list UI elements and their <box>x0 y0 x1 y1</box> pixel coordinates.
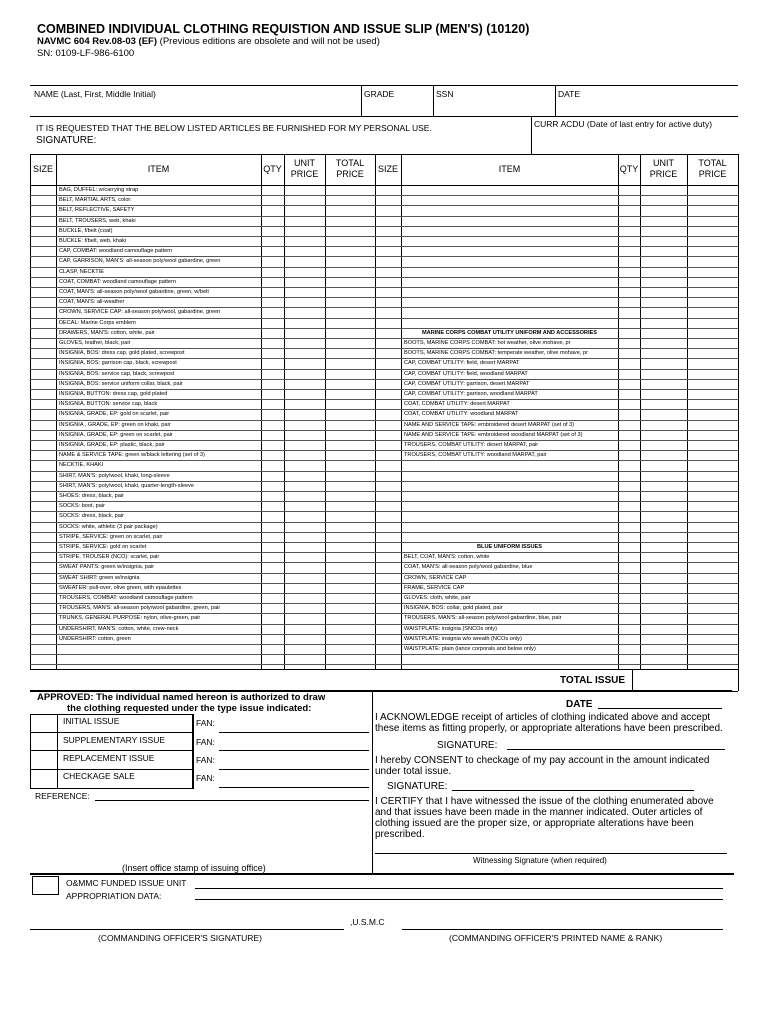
list-item: TROUSERS, COMBAT UTILITY: woodland MARPAT, pair <box>404 452 547 459</box>
list-item <box>404 195 616 205</box>
list-item <box>404 216 616 226</box>
usmc-label: ,U.S.M.C <box>350 917 385 927</box>
row-divider <box>30 644 738 645</box>
col-item-right: ITEM <box>498 164 521 174</box>
form-title: COMBINED INDIVIDUAL CLOTHING REQUISTION AND ISSUE SLIP (MEN'S) (10120) <box>37 22 530 36</box>
issue-type-label: SUPPLEMENTARY ISSUE <box>63 735 166 745</box>
col-total-price-left: TOTAL PRICE <box>335 158 365 179</box>
list-item: BAG, DUFFEL: w/carrying strap <box>59 187 139 193</box>
list-item <box>404 226 616 236</box>
list-item: CAP, COMBAT UTILITY: field, desert MARPAT <box>404 360 520 367</box>
ack-signature-2[interactable]: SIGNATURE: <box>387 781 448 792</box>
list-item <box>404 246 616 256</box>
col-size-right: SIZE <box>377 164 398 174</box>
list-item <box>404 297 616 307</box>
fan-field[interactable]: FAN: <box>196 755 215 765</box>
section-heading: MARINE CORPS COMBAT UTILITY UNIFORM AND ACCESSORIES <box>422 329 597 336</box>
co-signature-label: (COMMANDING OFFICER'S SIGNATURE) <box>98 933 262 943</box>
list-item: SHIRT, MAN'S: poly/wool, khaki, long-sleeve <box>59 472 170 479</box>
list-item: INSIGNIA, GRADE, EP: gold on scarlet, pair <box>59 411 170 418</box>
list-item: SHIRT, MAN'S: poly/wool, khaki, quarter-length-sleeve <box>59 482 194 489</box>
list-item: COAT, MAN'S: all-weather <box>59 299 125 306</box>
fan-field[interactable]: FAN: <box>196 773 215 783</box>
approved-line1: APPROVED: The individual named hereon is authorized to draw <box>37 692 326 703</box>
list-item: WAISTPLATE: insignia w/o wreath (NCOs only) <box>404 635 522 642</box>
list-item: BELT, TROUSERS, web, khaki <box>59 217 136 224</box>
list-item <box>404 501 616 511</box>
col-size-left: SIZE <box>32 164 53 174</box>
issue-type-label: INITIAL ISSUE <box>63 716 120 726</box>
row-divider <box>30 654 738 655</box>
signature-field[interactable]: SIGNATURE: <box>36 135 97 146</box>
request-text: IT IS REQUESTED THAT THE BELOW LISTED ARTICLES BE FURNISHED FOR MY PERSONAL USE. <box>36 123 432 133</box>
list-item: TROUSERS, MAN'S: all-season poly/wool gabardine, blue, pair <box>404 615 562 622</box>
list-item <box>404 236 616 246</box>
list-item: FRAME, SERVICE CAP <box>404 584 465 591</box>
list-item: TROUSERS, MAN'S: all-season poly/wool gabardine, green, pair <box>59 605 221 612</box>
list-item: WAISTPLATE: insignia (SNCOs only) <box>404 625 497 632</box>
list-item <box>404 277 616 287</box>
form-number: NAVMC 604 Rev.08-03 (EF) <box>37 36 158 47</box>
date-field[interactable]: DATE <box>558 89 581 99</box>
list-item <box>404 205 616 215</box>
col-qty-right: QTY <box>619 164 639 174</box>
list-item <box>404 532 616 542</box>
grade-field[interactable]: GRADE <box>364 89 395 99</box>
col-unit-price-right: UNIT PRICE <box>649 158 678 179</box>
funded-issue-label: O&MMC FUNDED ISSUE UNIT <box>66 878 187 888</box>
list-item: COAT, MAN'S: all-season poly/wool gabardine, blue <box>404 564 533 571</box>
col-unit-price-left: UNIT PRICE <box>290 158 319 179</box>
list-item: CAP, GARRISON, MAN'S: all-season poly/wool gabardine, green <box>59 258 221 265</box>
list-item <box>404 287 616 297</box>
list-item: INSIGNIA, BOS: dress cap, gold plated, screwpost <box>59 350 185 357</box>
issue-type-label: REPLACEMENT ISSUE <box>63 753 155 763</box>
acknowledge-text: I ACKNOWLEDGE receipt of articles of clothing indicated above and accept these items as fitting properly, or appropriate alterations have been prescribed. <box>375 712 723 734</box>
list-item: UNDERSHIRT, MAN'S: cotton, white, crew-neck <box>59 625 179 632</box>
list-item: SWEAT SHIRT: green w/insignia <box>59 574 140 581</box>
list-item: CAP, COMBAT UTILITY: garrison, woodland MARPAT <box>404 391 538 397</box>
list-item: TRUNKS, GENERAL PURPOSE: nylon, olive-green, pair <box>59 615 201 622</box>
list-item: SOCKS: dress, black, pair <box>59 513 124 520</box>
list-item: TROUSERS, COMBAT UTILITY: desert MARPAT, pair <box>404 442 539 448</box>
office-stamp-note: (Insert office stamp of issuing office) <box>122 863 266 873</box>
col-item-left: ITEM <box>147 164 170 174</box>
certify-text: I CERTIFY that I have witnessed the issue of the clothing enumerated above and that issues have been made in the manner indicated. Outer articles of clothing issued are the proper size, or appropriate alterations have been prescribed. <box>375 796 714 840</box>
name-field[interactable]: NAME (Last, First, Middle Initial) <box>34 89 156 99</box>
list-item: BELT, REFLECTIVE, SAFETY <box>59 207 135 214</box>
curr-acdu-field[interactable]: CURR ACDU (Date of last entry for active duty) <box>534 119 713 129</box>
list-item: WAISTPLATE: plain (lance corporals and below only) <box>404 646 536 652</box>
list-item: BUCKLE: f/belt, web, khaki <box>59 238 127 244</box>
stock-number: SN: 0109-LF-986-6100 <box>37 48 135 59</box>
list-item <box>404 185 616 195</box>
col-qty-left: QTY <box>263 164 282 174</box>
row-divider <box>30 664 738 665</box>
list-item: DECAL: Marine Corps emblem <box>59 319 136 326</box>
list-item: NECKTIE, KHAKI <box>59 462 104 469</box>
list-item: SWEAT PANTS: green w/insignia, pair <box>59 564 155 571</box>
section-heading: BLUE UNIFORM ISSUES <box>477 544 542 550</box>
list-item: SWEATER: pull-over, olive green, with epaulettes <box>59 584 182 591</box>
list-item: INSIGNIA, BOS: service uniform collar, black, pair <box>59 380 183 387</box>
list-item: BOOTS, MARINE CORPS COMBAT: temperate weather, olive mohave, pr <box>404 350 588 357</box>
list-item: INSIGNIA , GRADE, EP: green on khaki, pair <box>59 421 171 428</box>
list-item <box>404 460 616 470</box>
list-item <box>404 654 616 664</box>
list-item: BOOTS, MARINE CORPS COMBAT: hot weather, olive mohave, pr <box>404 340 571 346</box>
list-item: CROWN, SERVICE CAP <box>404 574 467 581</box>
approved-line2: the clothing requested under the type issue indicated: <box>67 703 312 714</box>
list-item <box>404 256 616 266</box>
fan-field[interactable]: FAN: <box>196 718 215 728</box>
list-item: COAT, COMBAT: woodland camouflage pattern <box>59 278 177 285</box>
list-item: NAME AND SERVICE TAPE: embroidered woodland MARPAT (set of 3) <box>404 431 583 438</box>
reference-field[interactable]: REFERENCE: <box>35 791 90 801</box>
list-item: BELT, COAT, MAN'S: cotton, white <box>404 554 490 561</box>
list-item: INSIGNIA, GRADE, EP: plastic, black, pair <box>59 442 165 448</box>
list-item: INSIGNIA, BOS: collar, gold plated, pair <box>404 605 503 612</box>
list-item: GLOVES: cloth, white, pair <box>404 595 471 601</box>
total-issue-label: TOTAL ISSUE <box>560 675 626 686</box>
ack-signature-1[interactable]: SIGNATURE: <box>437 740 498 751</box>
list-item: GLOVES, leather, black, pair <box>59 340 131 346</box>
edition-note: (Previous editions are obsolete and will not be used) <box>159 36 380 47</box>
list-item: INSIGNIA, BUTTON: dress cap, gold plated <box>59 391 168 397</box>
issue-type-label: CHECKAGE SALE <box>63 771 135 781</box>
list-item: SOCKS: white, athletic (3 pair package) <box>59 523 158 530</box>
list-item: TROUSERS, COMBAT: woodland camouflage pattern <box>59 595 193 601</box>
list-item: STRIPE, SERVICE: green on scarlet, pair <box>59 533 163 540</box>
list-item: COAT, COMBAT UTILITY: woodland MARPAT <box>404 411 519 418</box>
list-item: CAP, COMBAT: woodland camouflage pattern <box>59 248 173 255</box>
list-item: BUCKLE, f/belt (coat) <box>59 227 113 234</box>
list-item: CLASP, NECKTIE <box>59 268 104 275</box>
col-total-price-right: TOTAL PRICE <box>698 158 727 179</box>
list-item: COAT, MAN'S: all-season poly/wool gabardine, green, w/belt <box>59 289 209 295</box>
ack-date-label: DATE <box>566 699 593 710</box>
list-item <box>404 522 616 532</box>
list-item: UNDERSHIRT: cotton, green <box>59 635 131 642</box>
list-item <box>404 318 616 328</box>
list-item: INSIGNIA, GRADE, EP: green on scarlet, pair <box>59 431 173 438</box>
list-item: DRAWERS, MAN'S: cotton, white, pair <box>59 329 155 336</box>
list-item: STRIPE, TROUSER (NCO): scarlet, pair <box>59 554 160 561</box>
list-item: CAP, COMBAT UTILITY: field, woodland MARPAT <box>404 370 528 377</box>
consent-text: I hereby CONSENT to checkage of my pay account in the amount indicated under total issue. <box>375 755 710 777</box>
witness-signature-label: Witnessing Signature (when required) <box>473 856 607 865</box>
list-item <box>404 267 616 277</box>
list-item <box>404 471 616 481</box>
co-printed-name-label: (COMMANDING OFFICER'S PRINTED NAME & RANK) <box>449 933 663 943</box>
ssn-field[interactable]: SSN <box>436 89 454 99</box>
list-item <box>404 511 616 521</box>
list-item <box>404 491 616 501</box>
list-item: INSIGNIA, BOS: service cap, black, screwpost <box>59 370 175 377</box>
appropriation-data-label: APPROPRIATION DATA: <box>66 891 162 901</box>
funded-issue-checkbox[interactable] <box>32 876 59 895</box>
list-item: CROWN, SERVICE CAP: all-season poly/wool, gabardine, green <box>59 309 221 316</box>
fan-field[interactable]: FAN: <box>196 737 215 747</box>
list-item: SOCKS: boot, pair <box>59 503 106 510</box>
list-item: NAME AND SERVICE TAPE: embroidered desert MARPAT (set of 3) <box>404 421 575 428</box>
list-item <box>404 307 616 317</box>
list-item: INSIGNIA, BOS: garrison cap, black, screwpost <box>59 360 177 367</box>
list-item: INSIGNIA, BUTTON: service cap, black <box>59 401 158 408</box>
list-item <box>404 481 616 491</box>
list-item: CAP, COMBAT UTILITY: garrison, desert MARPAT <box>404 380 530 387</box>
list-item: STRIPE, SERVICE: gold on scarlet <box>59 544 147 550</box>
list-item: BELT, MARTIAL ARTS, color: <box>59 197 132 204</box>
list-item: SHOES: dress, black, pair <box>59 493 124 499</box>
list-item: COAT, COMBAT UTILITY: desert MARPAT <box>404 401 510 408</box>
list-item: NAME & SERVICE TAPE: green w/black lettering (set of 3) <box>59 452 205 459</box>
